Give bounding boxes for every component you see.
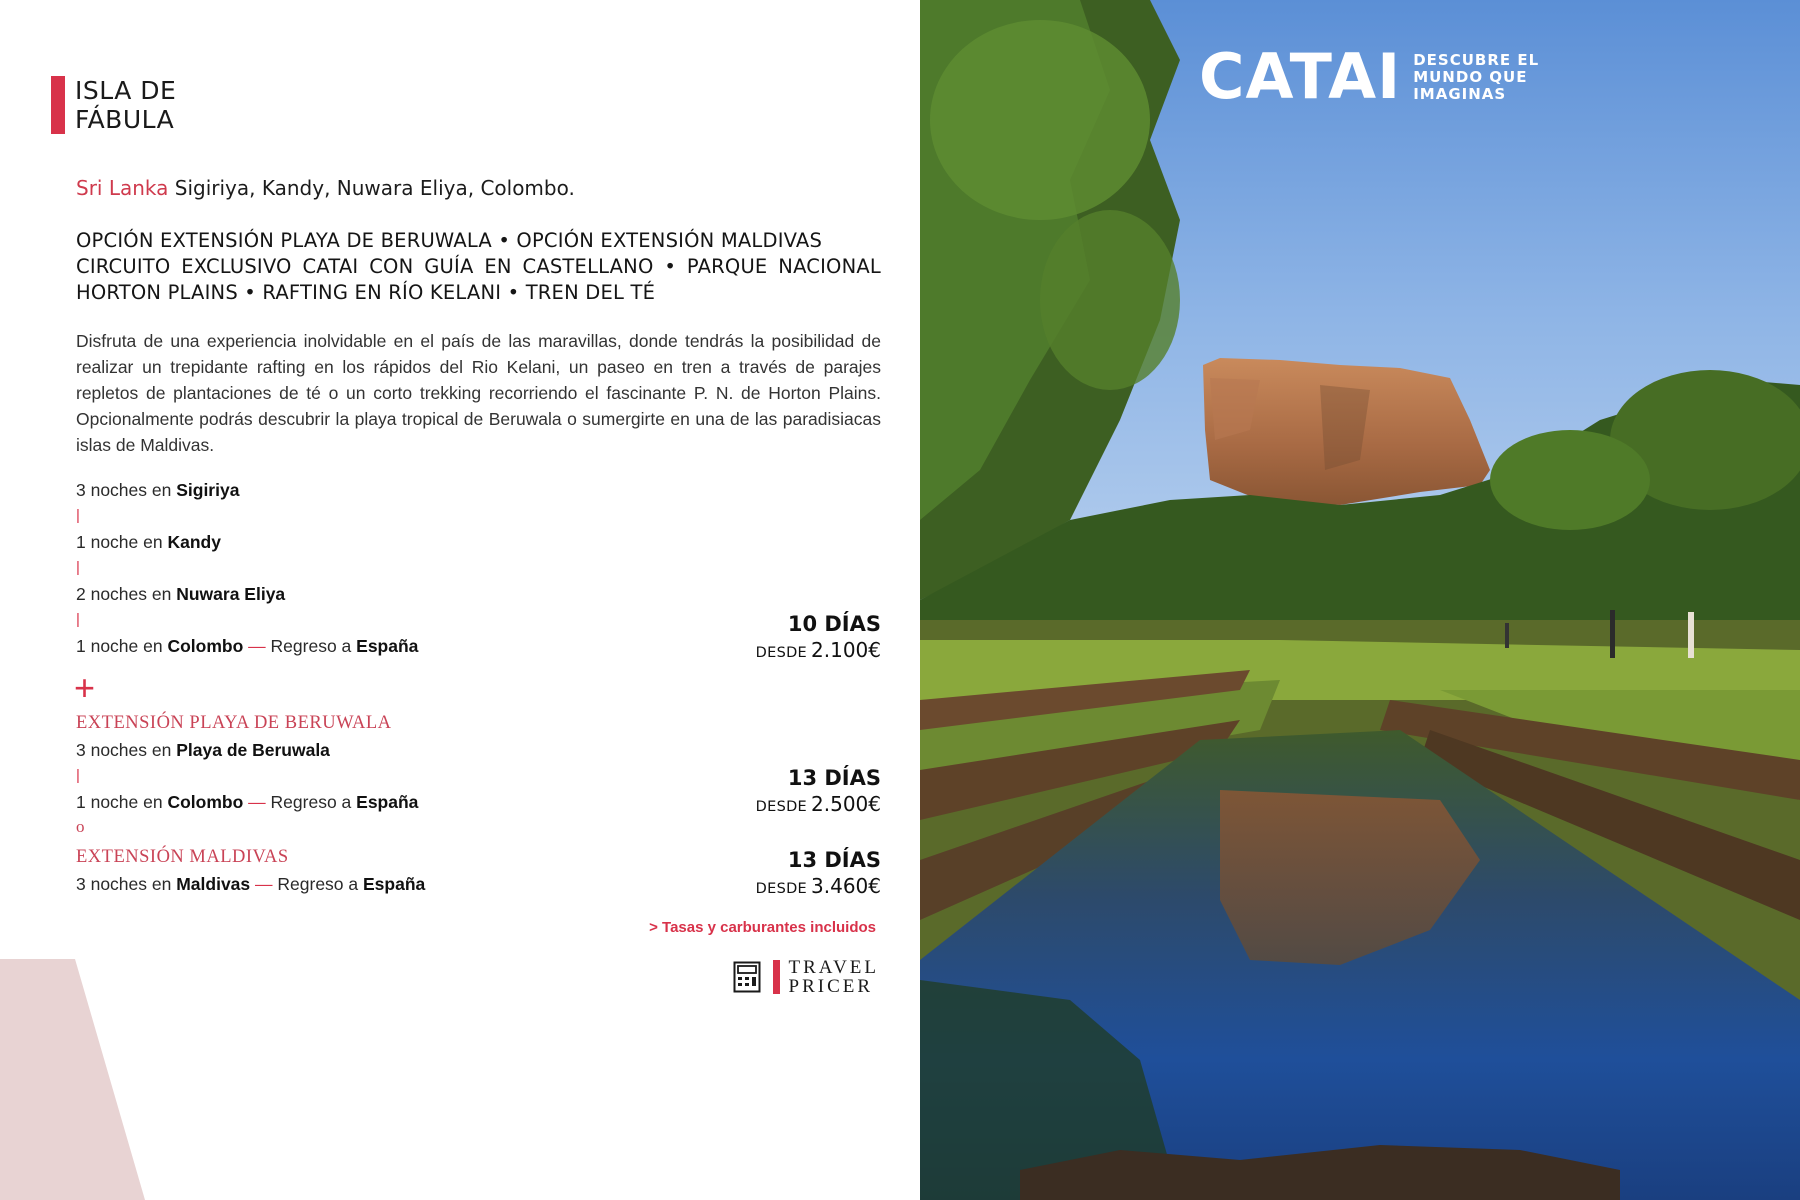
itinerary-stop-4	[76, 636, 418, 657]
landscape-illustration	[920, 0, 1800, 1200]
highlight-line-1: OPCIÓN EXTENSIÓN PLAYA DE BERUWALA • OPCIÓN EXTENSIÓN MALDIVAS	[76, 229, 823, 252]
travel-pricer-text	[789, 958, 879, 996]
travel-pricer-line-1: TRAVEL	[788, 957, 879, 978]
travel-pricer-line-2: PRICER	[788, 976, 874, 997]
brand-tagline-line-1: DESCUBRE EL	[1413, 50, 1540, 69]
extension-beruwala-title: EXTENSIÓN PLAYA DE BERUWALA	[76, 713, 392, 733]
brand-name: CATAI	[1199, 40, 1402, 113]
stop-place: Maldivas	[176, 874, 251, 894]
price-days: 13 DÍAS	[787, 766, 881, 790]
stop-nights: 3 noches en	[76, 740, 177, 760]
dash-separator: —	[250, 874, 278, 894]
stop-nights: 3 noches en	[76, 874, 177, 894]
price-days: 13 DÍAS	[787, 848, 881, 872]
itinerary-stop-3	[76, 584, 285, 605]
sigiriya-photo	[920, 0, 1800, 1200]
title-text	[75, 76, 176, 134]
price-days: 10 DÍAS	[787, 612, 881, 636]
return-place: España	[356, 792, 419, 812]
destinations-line	[76, 175, 575, 201]
itinerary-separator: |	[76, 507, 80, 524]
page-title	[51, 76, 176, 134]
return-place: España	[356, 636, 419, 656]
country-name: Sri Lanka	[76, 176, 169, 200]
title-accent-bar	[51, 76, 65, 134]
stop-nights: 1 noche en	[76, 532, 168, 552]
cities-list: Sigiriya, Kandy, Nuwara Eliya, Colombo.	[168, 176, 575, 200]
price-from	[756, 637, 881, 666]
stop-place: Nuwara Eliya	[176, 584, 286, 604]
trip-description: Disfruta de una experiencia inolvidable en el país de las maravillas, donde tendrás la posibilidad de realizar un trepidante rafting en los rápidos del Rio Kelani, un paseo en tren a través de parajes repletos de plantaciones de té o un corto trekking recorriendo el fascinante P. N. de Horton Plains. Opcionalmente podrás descubrir la playa tropical de Beruwala o sumergirte en una de las paradisiacas islas de Maldivas.	[76, 331, 881, 455]
stop-place: Sigiriya	[176, 480, 240, 500]
plus-icon: +	[74, 667, 96, 708]
stop-nights: 1 noche en	[76, 792, 168, 812]
or-label: o	[76, 817, 85, 836]
price-block-beruwala	[756, 765, 881, 820]
travel-pricer-accent-bar	[773, 960, 780, 994]
stop-place: Colombo	[167, 636, 244, 656]
price-from	[756, 791, 881, 820]
title-line-2: FÁBULA	[75, 105, 175, 134]
price-from	[756, 873, 881, 902]
return-text: Regreso a	[270, 636, 357, 656]
price-block-base	[756, 611, 881, 666]
decorative-triangle	[0, 959, 145, 1200]
extension-beruwala-stop-1	[76, 740, 330, 761]
extension-maldivas-stop-1	[76, 874, 425, 895]
highlight-line-3: HORTON PLAINS • RAFTING EN RÍO KELANI • TREN DEL TÉ	[76, 281, 656, 304]
travel-pricer-logo	[733, 958, 879, 996]
stop-nights: 2 noches en	[76, 584, 177, 604]
chevron-right-icon: >	[649, 919, 658, 936]
price-amount: 2.100€	[811, 638, 881, 662]
brand-tagline-line-3: IMAGINAS	[1413, 84, 1507, 103]
stop-place: Playa de Beruwala	[176, 740, 330, 760]
price-amount: 2.500€	[811, 792, 881, 816]
price-amount: 3.460€	[811, 874, 881, 898]
stop-nights: 3 noches en	[76, 480, 177, 500]
price-block-maldivas	[756, 847, 881, 902]
price-from-label: DESDE	[755, 881, 808, 897]
dash-separator: —	[243, 636, 271, 656]
fees-note-text: Tasas y carburantes incluidos	[662, 919, 876, 936]
price-from-label: DESDE	[755, 799, 808, 815]
dash-separator: —	[243, 792, 271, 812]
itinerary-separator: |	[76, 559, 80, 576]
stop-nights: 1 noche en	[76, 636, 168, 656]
trip-highlights	[76, 228, 881, 306]
extension-maldivas-title: EXTENSIÓN MALDIVAS	[76, 847, 289, 867]
title-line-1: ISLA DE	[75, 76, 177, 105]
brand-tagline-line-2: MUNDO QUE	[1413, 67, 1528, 86]
calculator-icon	[733, 961, 761, 993]
price-from-label: DESDE	[755, 645, 808, 661]
itinerary-stop-1	[76, 480, 239, 501]
return-text: Regreso a	[277, 874, 363, 894]
brand-tagline	[1413, 52, 1539, 103]
stop-place: Kandy	[167, 532, 221, 552]
extension-beruwala-stop-2	[76, 792, 418, 813]
itinerary-stop-2	[76, 532, 221, 553]
return-text: Regreso a	[270, 792, 357, 812]
catai-logo	[1199, 40, 1540, 113]
return-place: España	[363, 874, 426, 894]
fees-note	[649, 919, 876, 936]
highlight-line-2: CIRCUITO EXCLUSIVO CATAI CON GUÍA EN CASTELLANO • PARQUE NACIONAL	[76, 255, 881, 278]
itinerary-separator: |	[76, 611, 80, 628]
itinerary-separator: |	[76, 767, 80, 784]
stop-place: Colombo	[167, 792, 244, 812]
